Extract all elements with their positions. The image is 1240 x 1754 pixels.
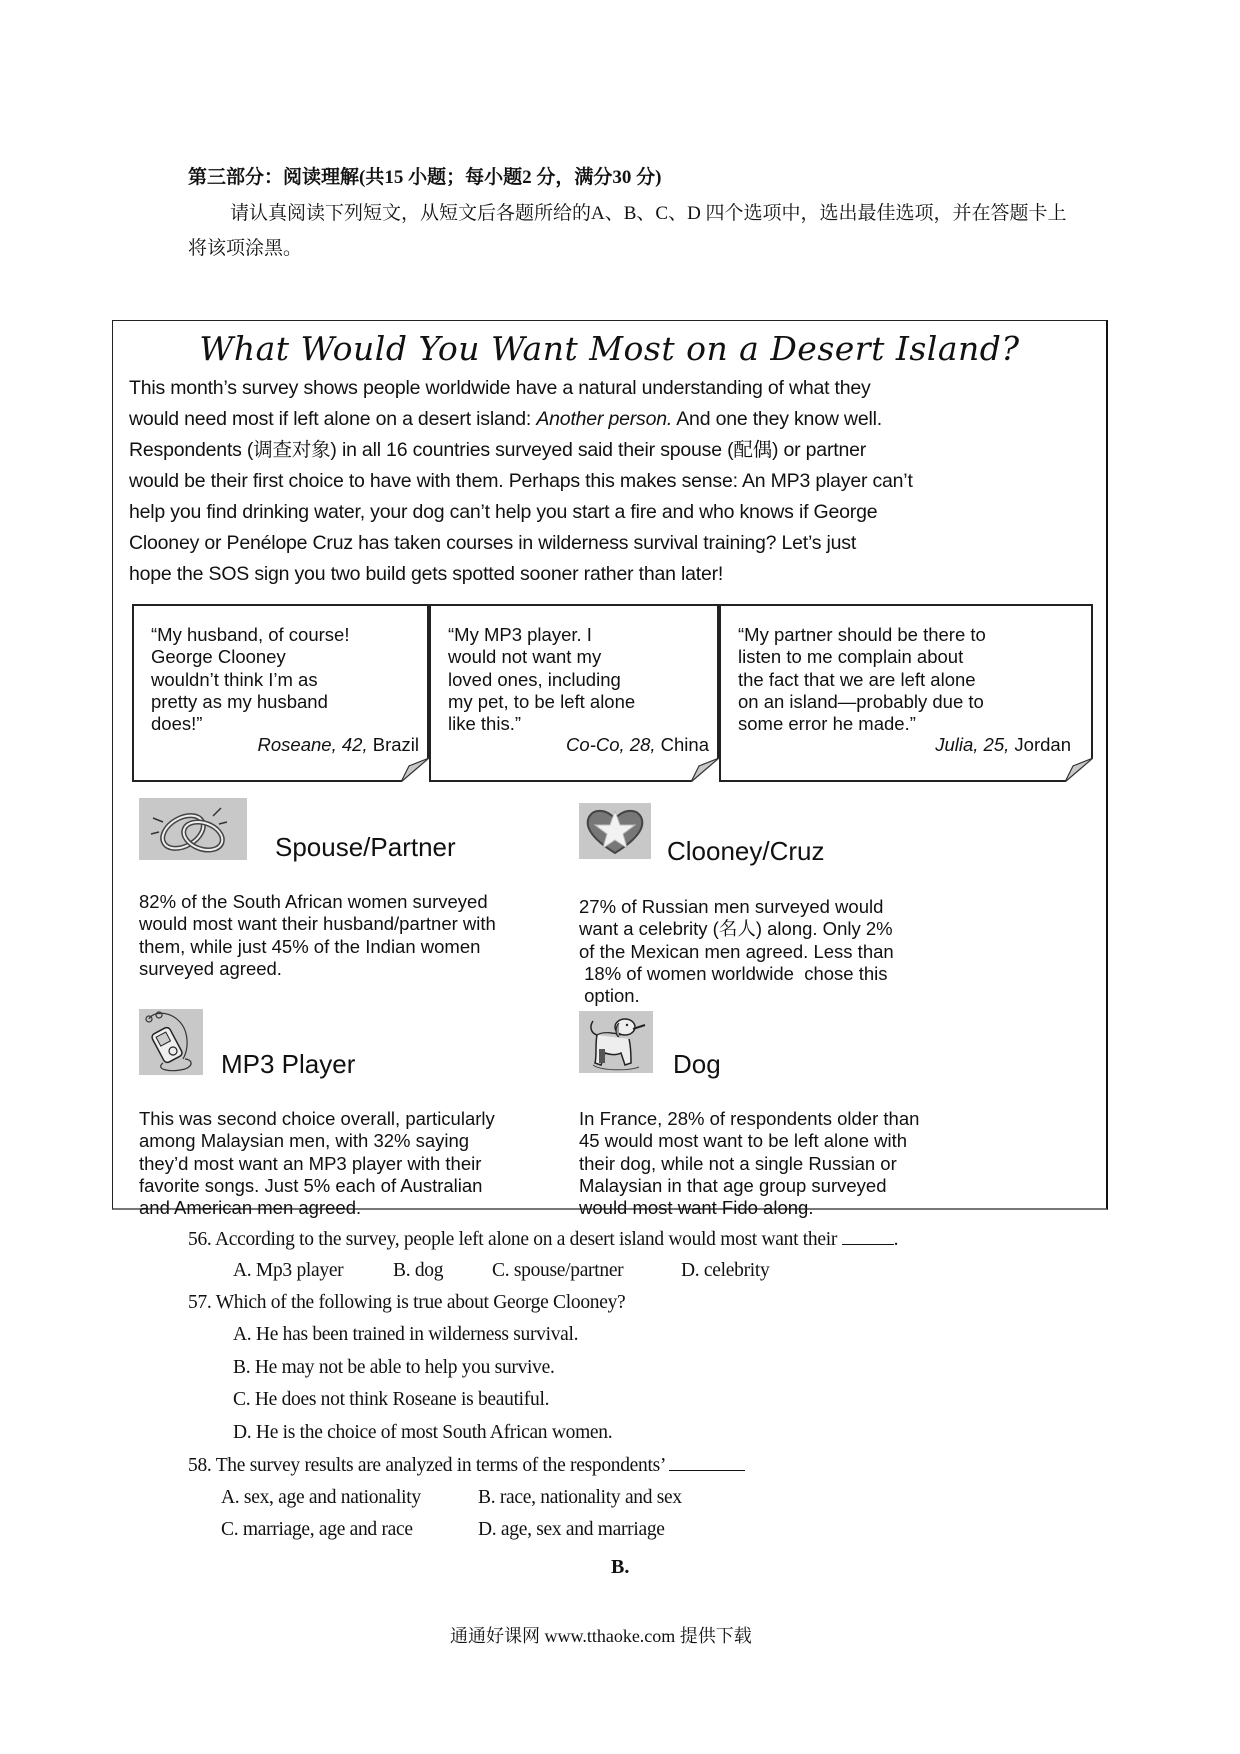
question-57: 57. Which of the following is true about George Clooney? — [188, 1292, 626, 1313]
intro-text: And one they know well. — [672, 408, 882, 430]
intro-line: help you find drinking water, your dog can’t help you start a fire and who knows if George — [129, 501, 878, 523]
category-line: 18% of women worldwide chose this — [579, 962, 888, 984]
intro-line — [129, 404, 1104, 435]
category-line: 82% of the South African women surveyed — [139, 891, 488, 912]
intro-emphasis: Another person. — [536, 408, 673, 430]
mp3-player-icon — [139, 1009, 203, 1075]
category-text — [579, 896, 1019, 1007]
quote-author: Julia, 25, — [935, 734, 1010, 755]
quote-country: Brazil — [372, 734, 419, 755]
quote-attribution — [935, 734, 1071, 756]
category-line: favorite songs. Just 5% each of Australian — [139, 1174, 483, 1196]
category-line: would most want their husband/partner with — [139, 913, 496, 935]
quote-line: wouldn’t think I’m as — [151, 668, 318, 690]
category-line: surveyed agreed. — [139, 957, 282, 979]
option-58-b[interactable]: B. race, nationality and sex — [478, 1487, 682, 1508]
answer-blank — [842, 1228, 894, 1245]
option-56-a[interactable]: A. Mp3 player — [233, 1260, 344, 1281]
category-line: 27% of Russian men surveyed would — [579, 896, 884, 917]
category-line: Malaysian in that age group surveyed — [579, 1174, 887, 1196]
quote-line: “My partner should be there to — [738, 624, 986, 645]
quote-attribution — [566, 734, 709, 756]
category-line: option. — [579, 985, 640, 1007]
category-line: their dog, while not a single Russian or — [579, 1152, 897, 1174]
quote-line: some error he made.” — [738, 713, 916, 735]
quote-text — [738, 624, 986, 735]
option-57-c[interactable]: C. He does not think Roseane is beautiful. — [233, 1389, 550, 1410]
quote-line: pretty as my husband — [151, 690, 328, 712]
category-line: they’d most want an MP3 player with their — [139, 1152, 482, 1174]
quote-line: listen to me complain about — [738, 646, 964, 668]
category-heading: Spouse/Partner — [275, 832, 456, 862]
question-stem-end: . — [893, 1229, 899, 1250]
quote-text — [448, 624, 635, 735]
quote-line: does!” — [151, 713, 203, 735]
page-curl-icon — [399, 756, 429, 782]
category-text — [139, 891, 599, 980]
footer-source: 通通好课网 www.tthaoke.com 提供下载 — [450, 1626, 752, 1646]
question-stem: 56. According to the survey, people left alone on a desert island would most want their — [188, 1229, 838, 1250]
wedding-rings-icon — [139, 798, 247, 860]
option-57-d[interactable]: D. He is the choice of most South African women. — [233, 1422, 613, 1443]
quote-line: loved ones, including — [448, 668, 621, 690]
quote-country: China — [660, 734, 709, 755]
option-56-d[interactable]: D. celebrity — [681, 1260, 770, 1281]
option-56-b[interactable]: B. dog — [393, 1260, 444, 1281]
answer-blank — [669, 1454, 745, 1471]
quote-author: Co-Co, 28, — [566, 734, 656, 755]
intro-line: Clooney or Penélope Cruz has taken courses in wilderness survival training? Let’s just — [129, 532, 857, 554]
section-instructions — [188, 196, 1068, 266]
passage-box — [112, 320, 1108, 1219]
quote-text — [151, 624, 349, 735]
question-stem: 58. The survey results are analyzed in terms of the respondents’ — [188, 1455, 665, 1476]
category-line: This was second choice overall, particularly — [139, 1108, 495, 1129]
option-57-b[interactable]: B. He may not be able to help you survive. — [233, 1357, 555, 1378]
option-56-c[interactable]: C. spouse/partner — [492, 1260, 624, 1281]
category-heading: MP3 Player — [221, 1049, 356, 1079]
intro-text: would need most if left alone on a desert island: — [129, 408, 537, 430]
category-line: want a celebrity (名人) along. Only 2% — [579, 918, 893, 940]
category-heading: Clooney/Cruz — [667, 836, 825, 866]
quote-line: “My husband, of course! — [151, 624, 350, 645]
quote-line: the fact that we are left alone — [738, 668, 976, 690]
question-56 — [188, 1228, 898, 1251]
category-line: of the Mexican men agreed. Less than — [579, 940, 894, 962]
category-line: would most want Fido along. — [579, 1197, 814, 1219]
quote-line: my pet, to be left alone — [448, 690, 636, 712]
category-text — [139, 1108, 609, 1219]
intro-line: This month’s survey shows people worldwide have a natural understanding of what they — [129, 377, 871, 399]
category-line: In France, 28% of respondents older than — [579, 1108, 920, 1129]
quote-line: on an island—probably due to — [738, 690, 984, 712]
quote-line: would not want my — [448, 646, 602, 668]
page-curl-icon — [1063, 756, 1093, 782]
page-curl-icon — [689, 756, 719, 782]
next-part-label: B. — [611, 1556, 630, 1578]
quote-callout — [132, 604, 429, 782]
quote-author: Roseane, 42, — [257, 734, 368, 755]
category-line: among Malaysian men, with 32% saying — [139, 1130, 470, 1152]
section-title: 第三部分：阅读理解(共15 小题；每小题2 分，满分30 分) — [188, 167, 662, 188]
category-heading: Dog — [673, 1049, 721, 1079]
quote-line: “My MP3 player. I — [448, 624, 592, 645]
category-line: them, while just 45% of the Indian women — [139, 935, 481, 957]
quote-callout — [429, 604, 719, 782]
option-58-d[interactable]: D. age, sex and marriage — [478, 1519, 665, 1540]
option-57-a[interactable]: A. He has been trained in wilderness survival. — [233, 1324, 579, 1345]
question-58 — [188, 1454, 745, 1477]
quote-line: George Clooney — [151, 646, 286, 668]
category-text — [579, 1108, 1049, 1219]
heart-star-icon — [579, 803, 651, 859]
passage-intro — [129, 373, 1104, 590]
intro-line: Respondents (调查对象) in all 16 countries surveyed said their spouse (配偶) or partner — [129, 439, 867, 461]
dog-icon — [579, 1011, 653, 1073]
quote-callout — [719, 604, 1093, 782]
instructions-text: 请认真阅读下列短文，从短文后各题所给的A、B、C、D 四个选项中，选出最佳选项，并在答题卡上将该项涂黑。 — [188, 203, 1067, 259]
intro-line: hope the SOS sign you two build gets spotted sooner rather than later! — [129, 563, 724, 585]
quote-country: Jordan — [1014, 734, 1071, 755]
category-line: and American men agreed. — [139, 1197, 362, 1219]
category-line: 45 would most want to be left alone with — [579, 1130, 908, 1152]
intro-line: would be their first choice to have with them. Perhaps this makes sense: An MP3 player can’t — [129, 470, 913, 492]
passage-title: What Would You Want Most on a Desert Island? — [199, 329, 1020, 368]
option-58-c[interactable]: C. marriage, age and race — [221, 1519, 413, 1540]
option-58-a[interactable]: A. sex, age and nationality — [221, 1487, 421, 1508]
quote-attribution — [258, 734, 419, 756]
quote-line: like this.” — [448, 713, 521, 735]
